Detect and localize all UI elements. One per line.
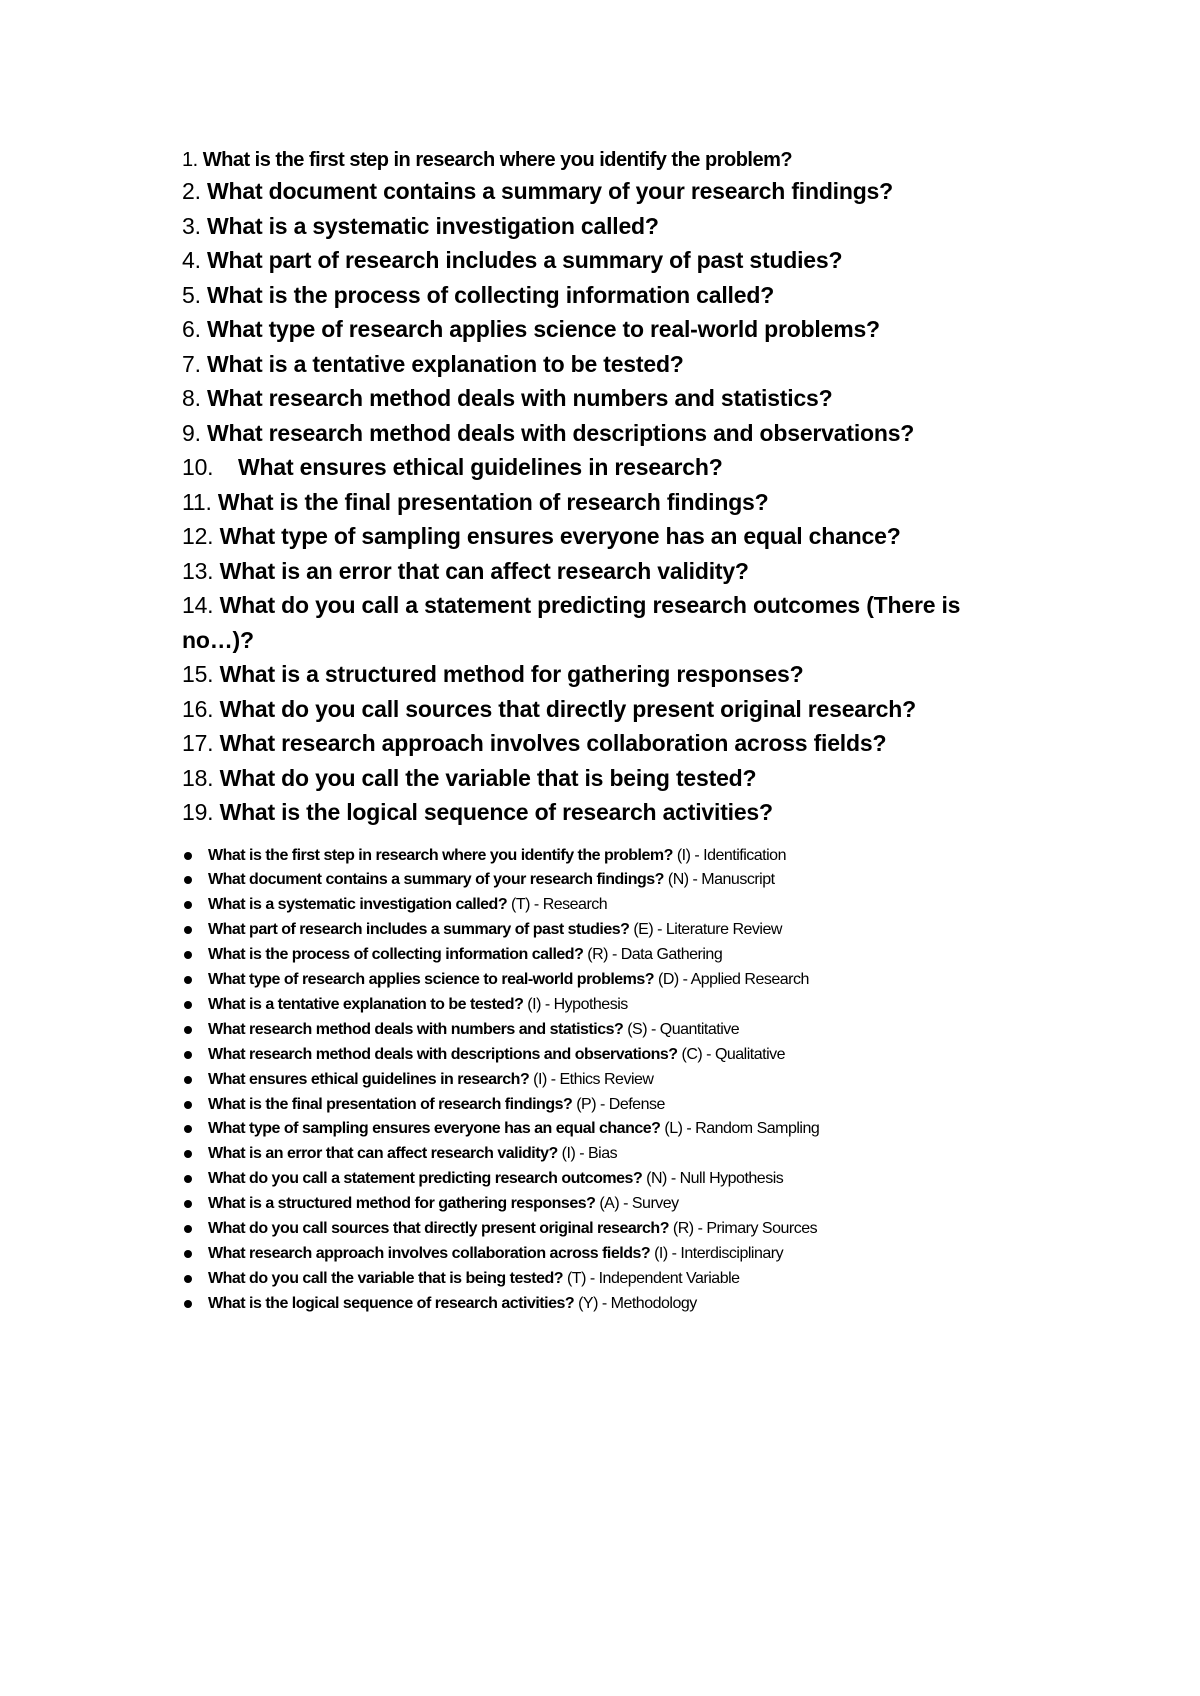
answer-question: What ensures ethical guidelines in research? [208, 1070, 530, 1088]
answer-item-9 [182, 1043, 1022, 1068]
answer-item-3 [182, 893, 1022, 918]
answer-key: (S) - Quantitative [623, 1020, 740, 1038]
question-item-19 [182, 795, 1022, 830]
answer-key: (R) - Data Gathering [583, 946, 723, 964]
answer-question: What type of research applies science to real-world problems? [208, 971, 655, 989]
answer-key: (I) - Bias [557, 1145, 618, 1163]
question-text: What do you call a statement predicting research outcomes (There is no…)? [182, 592, 961, 653]
answer-item-11 [182, 1093, 1022, 1118]
bullet-icon [184, 926, 192, 934]
answer-key: (N) - Null Hypothesis [642, 1170, 784, 1188]
question-item-4 [182, 243, 1022, 278]
question-text: What research method deals with descriptions and observations? [207, 419, 915, 446]
question-item-8 [182, 381, 1022, 416]
question-item-14 [182, 588, 1022, 657]
answer-item-13 [182, 1142, 1022, 1167]
question-text: What ensures ethical guidelines in research? [238, 454, 723, 480]
question-text: What document contains a summary of your research findings? [207, 178, 893, 204]
question-text: What is the final presentation of research findings? [217, 488, 769, 515]
question-number: 13. [182, 557, 214, 584]
bullet-icon [184, 1150, 192, 1158]
question-text: What type of research applies science to real-world problems? [207, 316, 880, 342]
answer-question: What document contains a summary of your research findings? [208, 871, 664, 889]
bullet-icon [184, 1275, 192, 1283]
question-item-2 [182, 174, 1022, 209]
question-number: 2. [182, 178, 201, 204]
answer-item-1 [182, 844, 1022, 869]
question-item-16 [182, 692, 1022, 727]
question-text: What is a structured method for gathering responses? [219, 661, 804, 687]
bullet-icon [184, 852, 192, 860]
answer-key: (T) - Independent Variable [563, 1269, 740, 1287]
answer-question: What type of sampling ensures everyone has an equal chance? [208, 1120, 661, 1138]
document-page [182, 146, 1022, 1317]
answer-key: (I) - Ethics Review [529, 1070, 654, 1088]
bullet-icon [184, 1125, 192, 1133]
question-number: 16. [182, 695, 214, 722]
answer-key: (I) - Hypothesis [523, 995, 628, 1013]
question-text: What part of research includes a summary of past studies? [207, 247, 843, 273]
question-text: What do you call the variable that is being tested? [219, 764, 757, 791]
answer-item-15 [182, 1192, 1022, 1217]
answer-item-17 [182, 1242, 1022, 1267]
question-number: 8. [182, 385, 201, 411]
bullet-icon [184, 1101, 192, 1109]
bullet-icon [184, 1200, 192, 1208]
question-item-10 [182, 450, 1022, 485]
answer-item-6 [182, 968, 1022, 993]
answer-item-7 [182, 993, 1022, 1018]
answer-question: What do you call a statement predicting research outcomes? [208, 1170, 643, 1188]
question-item-5 [182, 278, 1022, 313]
answer-item-4 [182, 918, 1022, 943]
bullet-icon [184, 1026, 192, 1034]
question-text: What do you call sources that directly present original research? [219, 695, 916, 722]
question-item-1 [182, 146, 1022, 174]
question-item-3 [182, 209, 1022, 244]
question-number: 19. [182, 799, 214, 825]
question-number: 7. [182, 350, 201, 377]
answer-question: What is a tentative explanation to be tested? [208, 995, 524, 1013]
bullet-icon [184, 1001, 192, 1009]
question-text: What type of sampling ensures everyone has an equal chance? [219, 523, 901, 549]
question-text: What research approach involves collaboration across fields? [219, 730, 887, 756]
question-text: What research method deals with numbers and statistics? [207, 385, 833, 411]
answer-question: What do you call the variable that is being tested? [208, 1269, 564, 1287]
answer-item-2 [182, 868, 1022, 893]
question-number: 10. [182, 454, 214, 480]
answer-question: What is the final presentation of research findings? [208, 1095, 573, 1113]
answer-key: (P) - Defense [572, 1095, 665, 1113]
bullet-icon [184, 876, 192, 884]
answer-item-8 [182, 1018, 1022, 1043]
question-item-12 [182, 519, 1022, 554]
answer-key: (D) - Applied Research [654, 971, 809, 989]
question-number: 4. [182, 247, 201, 273]
bullet-icon [184, 1225, 192, 1233]
answer-key: (C) - Qualitative [677, 1045, 786, 1063]
question-number: 18. [182, 764, 214, 791]
answer-question: What is a systematic investigation called? [208, 896, 508, 914]
question-number: 6. [182, 316, 201, 342]
bullet-icon [184, 1250, 192, 1258]
answer-question: What research method deals with descriptions and observations? [208, 1045, 678, 1063]
question-list [182, 174, 1022, 830]
question-number: 9. [182, 419, 201, 446]
bullet-icon [184, 1051, 192, 1059]
question-item-13 [182, 554, 1022, 589]
answer-question: What is the first step in research where you identify the problem? [208, 846, 673, 864]
answer-key: (N) - Manuscript [663, 871, 775, 889]
question-number: 14. [182, 592, 214, 618]
answer-question: What research approach involves collaboration across fields? [208, 1245, 651, 1262]
question-number: 1. [182, 149, 198, 171]
question-text: What is a tentative explanation to be tested? [207, 350, 684, 377]
question-text: What is an error that can affect research validity? [219, 557, 749, 584]
answer-item-14 [182, 1167, 1022, 1192]
question-text: What is the process of collecting information called? [207, 281, 775, 308]
bullet-icon [184, 901, 192, 909]
answer-item-18 [182, 1267, 1022, 1292]
answer-question: What do you call sources that directly present original research? [208, 1220, 669, 1238]
question-text: What is the logical sequence of research activities? [219, 799, 773, 825]
question-number: 15. [182, 661, 214, 687]
question-item-17 [182, 726, 1022, 761]
answer-key: (R) - Primary Sources [668, 1220, 818, 1238]
answer-key: (T) - Research [507, 896, 608, 914]
answer-question: What is a structured method for gathering responses? [208, 1195, 596, 1213]
question-number: 3. [182, 212, 201, 239]
question-number: 11. [182, 488, 212, 515]
question-item-18 [182, 761, 1022, 796]
question-item-11 [182, 485, 1022, 520]
question-text: What is a systematic investigation called? [207, 212, 659, 239]
answer-item-12 [182, 1117, 1022, 1142]
question-item-15 [182, 657, 1022, 692]
question-item-6 [182, 312, 1022, 347]
question-text: What is the first step in research where you identify the problem? [202, 149, 793, 171]
answer-item-5 [182, 943, 1022, 968]
bullet-icon [184, 951, 192, 959]
question-number: 17. [182, 730, 214, 756]
question-item-7 [182, 347, 1022, 382]
answer-item-16 [182, 1217, 1022, 1242]
answer-key: (I) - Identification [672, 846, 786, 864]
answer-key: (A) - Survey [595, 1195, 679, 1213]
answer-item-10 [182, 1068, 1022, 1093]
question-number: 12. [182, 523, 214, 549]
answer-question: What research method deals with numbers and statistics? [208, 1020, 624, 1038]
answer-question: What is an error that can affect research validity? [208, 1145, 558, 1163]
bullet-icon [184, 1300, 192, 1308]
answer-key: (E) - Literature Review [629, 921, 782, 939]
question-item-9 [182, 416, 1022, 451]
bullet-icon [184, 1175, 192, 1183]
bullet-icon [184, 976, 192, 984]
answer-question: What is the logical sequence of research activities? [208, 1294, 575, 1312]
answer-key: (I) - Interdisciplinary [650, 1245, 784, 1262]
answer-key-list [182, 844, 1022, 1317]
answer-key: (Y) - Methodology [574, 1294, 697, 1312]
answer-key: (L) - Random Sampling [660, 1120, 820, 1138]
answer-item-19 [182, 1292, 1022, 1317]
answer-question: What is the process of collecting information called? [208, 946, 584, 964]
bullet-icon [184, 1076, 192, 1084]
question-number: 5. [182, 281, 201, 308]
answer-question: What part of research includes a summary of past studies? [208, 921, 630, 939]
